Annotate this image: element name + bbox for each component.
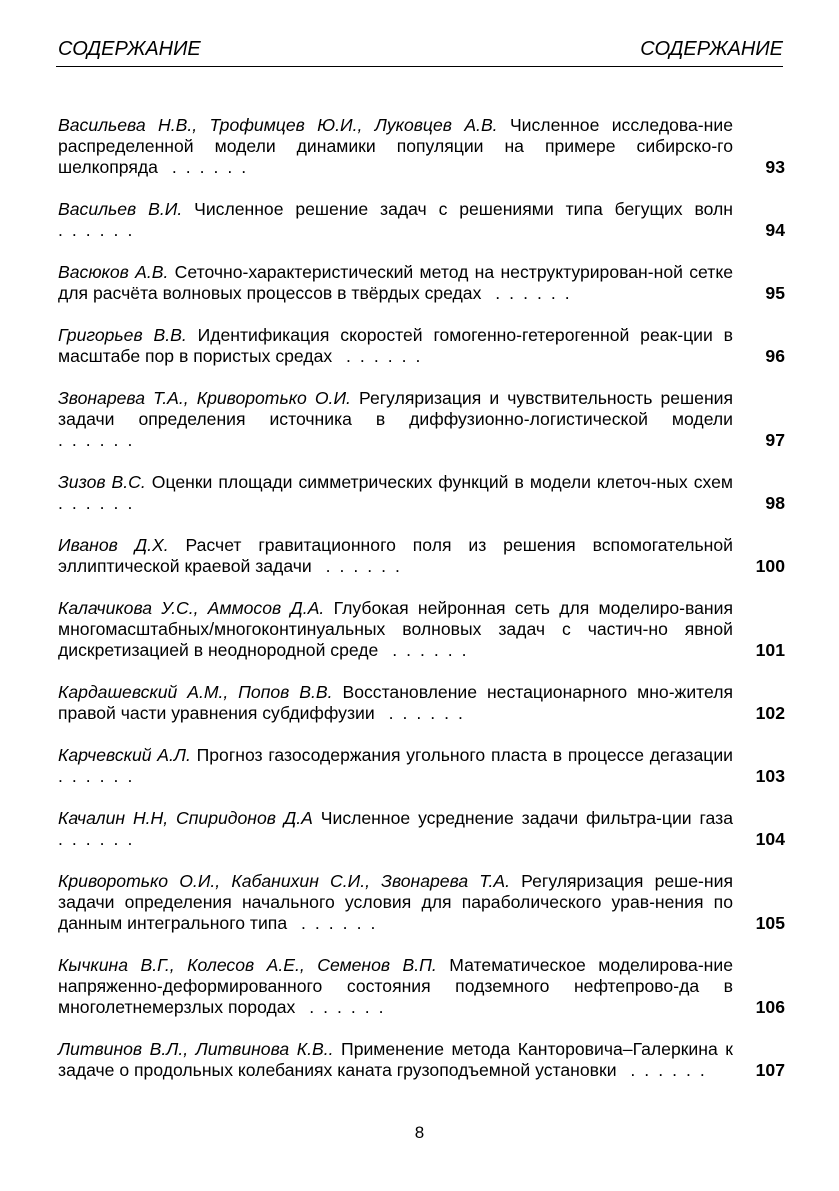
entry-title: Сеточно-характеристический метод на неструктурирован-ной сетке для расчёта волновых процессов в твёрдых средах — [58, 262, 733, 303]
dot-leader: ...... — [58, 829, 142, 849]
entry-authors: Криворотько О.И., Кабанихин С.И., Звонарева Т.А. — [58, 871, 511, 891]
entry-title: Регуляризация реше-ния задачи определения начального условия для параболического урав-нения по данным интегрального типа — [58, 871, 733, 933]
entry-page: 95 — [765, 283, 785, 303]
entry-page: 93 — [765, 157, 785, 177]
entry-page: 107 — [755, 1060, 785, 1080]
dot-leader: ...... — [287, 913, 385, 933]
entry-authors: Качалин Н.Н, Спиридонов Д.А — [58, 808, 313, 828]
toc-entry[interactable] — [58, 682, 785, 724]
dot-leader: ...... — [58, 430, 142, 450]
entry-page: 102 — [755, 703, 785, 723]
entry-title: Численное решение задач с решениями типа бегущих волн — [194, 199, 734, 219]
entry-authors: Васильева Н.В., Трофимцев Ю.И., Луковцев А.В. — [58, 115, 498, 135]
header-rule — [56, 66, 783, 67]
entry-page: 94 — [765, 220, 785, 240]
entry-title: Оценки площади симметрических функций в модели клеточ-ных схем — [151, 472, 734, 492]
entry-page: 98 — [765, 493, 785, 513]
entry-page: 105 — [755, 913, 785, 933]
header-right: СОДЕРЖАНИЕ — [640, 38, 783, 60]
toc-entry[interactable] — [58, 388, 785, 451]
entry-authors: Григорьев В.В. — [58, 325, 187, 345]
entry-page: 96 — [765, 346, 785, 366]
header-left: СОДЕРЖАНИЕ — [58, 38, 201, 60]
dot-leader: ...... — [378, 640, 476, 660]
dot-leader: ...... — [311, 556, 409, 576]
entry-page: 100 — [755, 556, 785, 576]
dot-leader: ...... — [616, 1060, 714, 1080]
entry-title: Идентификация скоростей гомогенно-гетерогенной реак-ции в масштабе пор в пористых средах — [58, 325, 733, 366]
entry-authors: Кычкина В.Г., Колесов А.Е., Семенов В.П. — [58, 955, 437, 975]
entry-authors: Кардашевский А.М., Попов В.В. — [58, 682, 333, 702]
toc-entry[interactable] — [58, 535, 785, 577]
toc-entry[interactable] — [58, 745, 785, 787]
entry-authors: Васильев В.И. — [58, 199, 183, 219]
entry-title: Численное усреднение задачи фильтра-ции газа — [320, 808, 733, 828]
dot-leader: ...... — [58, 493, 142, 513]
entry-authors: Зизов В.С. — [58, 472, 146, 492]
toc-entry[interactable] — [58, 472, 785, 514]
table-of-contents — [58, 115, 785, 1102]
entry-authors: Литвинов В.Л., Литвинова К.В.. — [58, 1039, 334, 1059]
entry-page: 103 — [755, 766, 785, 786]
toc-entry[interactable] — [58, 955, 785, 1018]
entry-page: 101 — [755, 640, 785, 660]
dot-leader: ...... — [157, 157, 256, 177]
entry-title: Расчет гравитационного поля из решения вспомогательной эллиптической краевой задачи — [58, 535, 733, 576]
entry-authors: Звонарева Т.А., Криворотько О.И. — [58, 388, 351, 408]
entry-authors: Иванов Д.Х. — [58, 535, 169, 555]
toc-entry[interactable] — [58, 325, 785, 367]
running-header — [58, 38, 783, 66]
toc-entry[interactable] — [58, 808, 785, 850]
dot-leader: ...... — [481, 283, 579, 303]
entry-page: 97 — [765, 430, 785, 450]
toc-entry[interactable] — [58, 262, 785, 304]
entry-page: 104 — [755, 829, 785, 849]
entry-authors: Васюков А.В. — [58, 262, 169, 282]
entry-authors: Карчевский А.Л. — [58, 745, 191, 765]
entry-title: Математическое моделирова-ние напряженно-деформированного состояния подземного нефтепрово-да в многолетнемерзлых породах — [58, 955, 734, 1017]
dot-leader: ...... — [332, 346, 430, 366]
entry-title: Глубокая нейронная сеть для моделиро-вания многомасштабных/многоконтинуальных волновых задач с частич-но явной дискретизацией в неоднородной среде — [58, 598, 734, 660]
dot-leader: ...... — [58, 220, 142, 240]
entry-title: Регуляризация и чувствительность решения задачи определения источника в диффузионно-логистической модели — [58, 388, 734, 429]
entry-title: Восстановление нестационарного мно-жителя правой части уравнения субдиффузии — [58, 682, 733, 723]
dot-leader: ...... — [374, 703, 472, 723]
toc-entry[interactable] — [58, 871, 785, 934]
dot-leader: ...... — [295, 997, 393, 1017]
entry-title: Применение метода Канторовича–Галеркина к задаче о продольных колебаниях каната грузоподъемной установки — [58, 1039, 733, 1080]
dot-leader: ...... — [58, 766, 142, 786]
entry-title: Прогноз газосодержания угольного пласта в процессе дегазации — [196, 745, 733, 765]
entry-authors: Калачикова У.С., Аммосов Д.А. — [58, 598, 325, 618]
toc-entry[interactable] — [58, 115, 785, 178]
entry-title: Численное исследова-ние распределенной модели динамики популяции на примере сибирско-го шелкопряда — [58, 115, 733, 177]
page-number: 8 — [414, 1123, 425, 1142]
toc-entry[interactable] — [58, 199, 785, 241]
toc-entry[interactable] — [58, 598, 785, 661]
toc-entry[interactable] — [58, 1039, 785, 1081]
entry-page: 106 — [755, 997, 785, 1017]
